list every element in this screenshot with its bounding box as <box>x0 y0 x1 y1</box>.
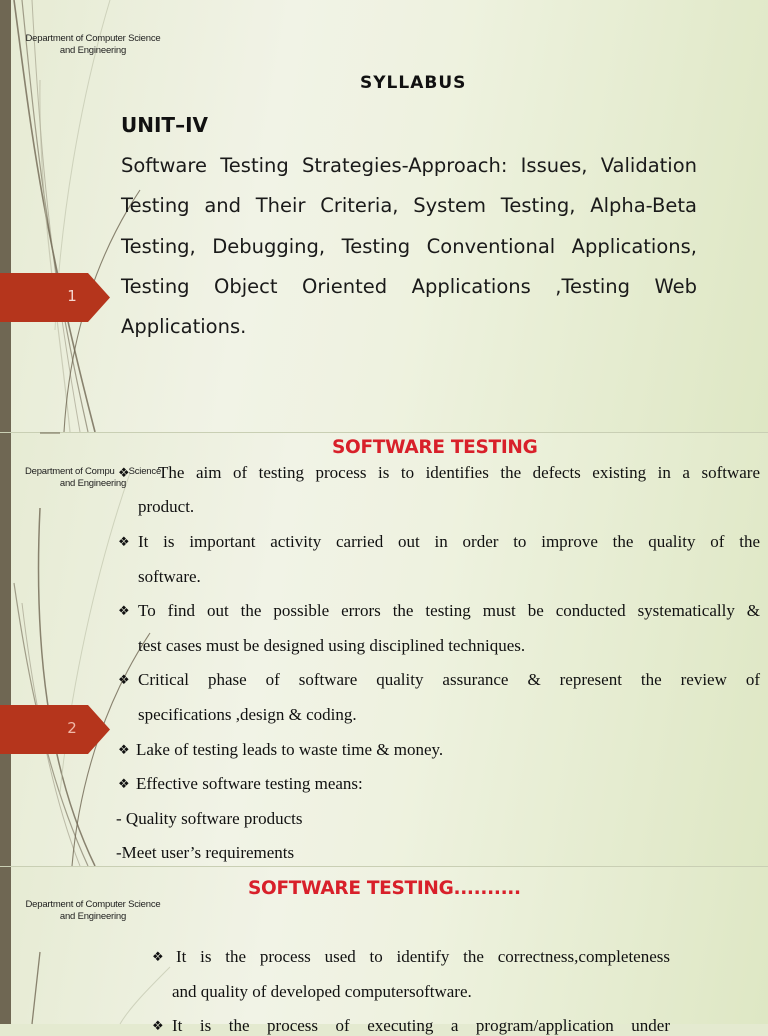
slide-title: SYLLABUS <box>360 73 467 93</box>
bullet-diamond-icon: ❖ <box>118 534 130 549</box>
list-item: ❖ Lake of testing leads to waste time & money. <box>118 740 444 759</box>
bullet-diamond-icon: ❖ <box>152 949 164 964</box>
bullet-diamond-icon: ❖ <box>152 1018 164 1033</box>
list-item-continuation: test cases must be designed using disciplined techniques. <box>138 636 526 655</box>
sub-item: -Meet user’s requirements <box>116 843 295 862</box>
department-label: Department of Computer Science and Engineering <box>25 33 161 56</box>
list-item-continuation: and quality of developed computersoftware. <box>172 982 472 1001</box>
list-item: It is important activity carried out in order to improve the quality of the <box>138 532 760 551</box>
slide-title: SOFTWARE TESTING.......... <box>248 878 521 899</box>
bullet-diamond-icon: ❖ <box>118 465 130 480</box>
list-item-continuation: software. <box>138 567 201 586</box>
slide-1 <box>0 0 768 432</box>
left-accent-bar <box>0 867 11 1024</box>
slide-3 <box>0 867 768 1035</box>
list-item-continuation: specifications ,design & coding. <box>138 705 357 724</box>
bullet-diamond-icon: ❖ <box>118 603 130 618</box>
sub-item: - Quality software products <box>116 809 303 828</box>
slide-2 <box>0 433 768 866</box>
department-label: Department of Compu Science and Engineering <box>24 466 162 489</box>
syllabus-body: Software Testing Strategies-Approach: Issues, Validation Testing and Their Criteria, System Testing, Alpha-Beta Testing, Debugging, Testing Conventional Applications, Testing Object Oriented Applications ,Testing Web Applications. <box>121 154 697 339</box>
department-label: Department of Computer Science and Engineering <box>25 899 161 922</box>
list-item: It is the process of executing a program/application under <box>172 1016 670 1035</box>
list-item: ❖ Effective software testing means: <box>118 774 363 793</box>
bullet-diamond-icon: ❖ <box>118 672 130 687</box>
slide-title: SOFTWARE TESTING <box>332 437 538 458</box>
unit-heading: UNIT–IV <box>121 113 208 137</box>
list-item: It is the process used to identify the correctness,completeness <box>176 947 670 966</box>
bullet-diamond-icon: ❖ <box>118 742 130 757</box>
list-item <box>118 463 136 483</box>
bullet-diamond-icon: ❖ <box>118 776 130 791</box>
arrow-tab-icon <box>0 273 110 322</box>
slide-number-tab: 2 <box>0 705 110 754</box>
left-accent-bar <box>0 0 11 432</box>
list-item: Critical phase of software quality assurance & represent the review of <box>138 670 760 689</box>
left-accent-bar <box>0 433 11 866</box>
slide-number-tab: 1 <box>0 273 110 322</box>
decorative-curves <box>0 867 200 1024</box>
list-item-continuation: product. <box>138 497 195 516</box>
arrow-tab-icon <box>0 705 110 754</box>
list-item: To find out the possible errors the testing must be conducted systematically & <box>138 601 760 620</box>
list-item: The aim of testing process is to identifies the defects existing in a software <box>158 463 760 482</box>
